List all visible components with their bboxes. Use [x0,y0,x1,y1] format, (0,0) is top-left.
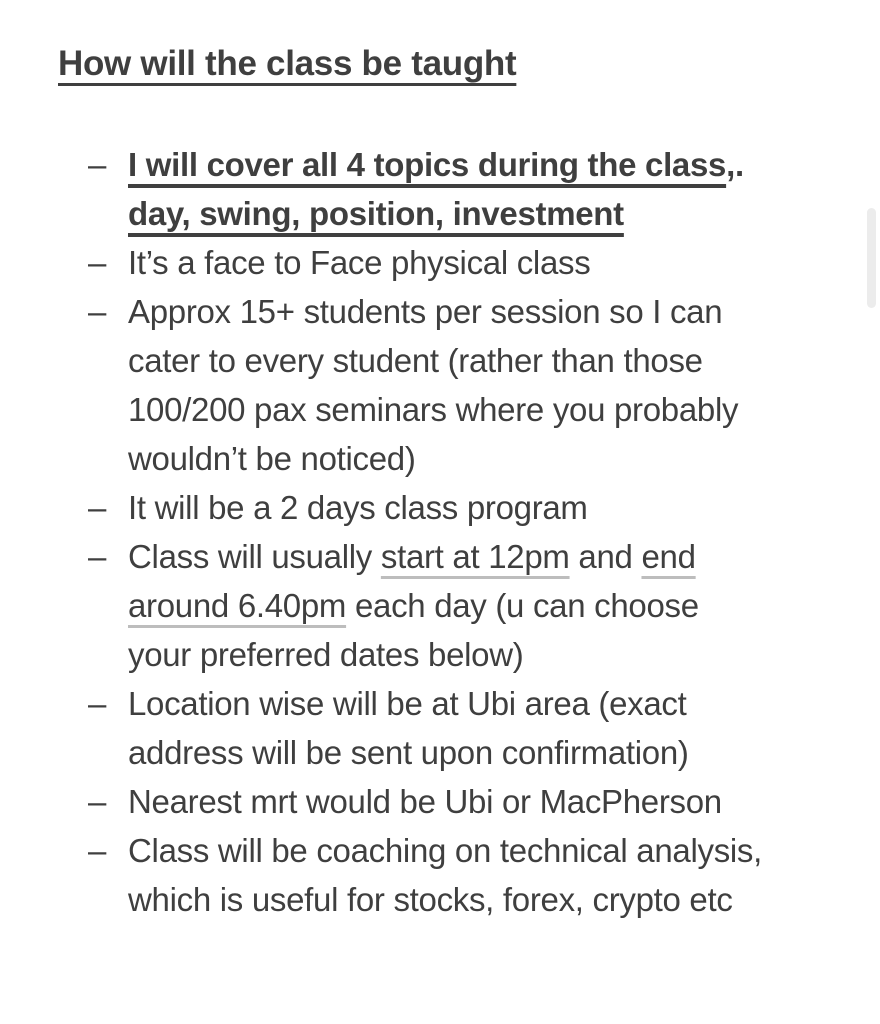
text-segment: end [641,538,696,575]
list-item-text [128,287,738,483]
text-line [128,777,722,826]
text-segment: and [569,538,642,575]
list-item-text [128,532,699,679]
text-segment: day, swing, position, investment [128,195,624,232]
list-item [0,532,880,679]
list-bullet: – [88,489,107,526]
list-item [0,777,880,826]
bullet-list [0,140,880,924]
list-item-text [128,679,689,777]
list-item-text [128,140,744,238]
text-line [128,238,590,287]
text-segment: Location wise will be at Ubi area (exact [128,685,687,722]
text-segment: wouldn’t be noticed) [128,440,416,477]
list-item-text [128,483,588,532]
page-title: How will the class be taught [58,44,517,83]
list-item [0,826,880,924]
list-bullet: – [88,685,107,722]
text-line [128,679,689,728]
text-segment: address will be sent upon confirmation) [128,734,689,771]
text-segment: Approx 15+ students per session so I can [128,293,723,330]
text-line [128,826,762,875]
list-bullet: – [88,244,107,281]
text-line [128,532,699,581]
list-item [0,287,880,483]
text-segment: It’s a face to Face physical class [128,244,591,281]
text-line [128,875,762,924]
list-bullet: – [88,832,107,869]
text-line [128,336,738,385]
text-segment: Class will usually [128,538,381,575]
text-line [128,483,588,532]
list-bullet: – [88,146,107,183]
list-item-text [128,777,722,826]
text-segment: It will be a 2 days class program [128,489,588,526]
list-bullet: – [88,783,107,820]
text-segment: each day (u can choose [346,587,699,624]
text-segment: I will cover all 4 topics during the class [128,146,727,183]
list-item-text [128,238,590,287]
text-segment: Nearest mrt would be Ubi or MacPherson [128,783,722,820]
text-segment: which is useful for stocks, forex, crypto etc [128,881,733,918]
list-item [0,679,880,777]
text-segment: around 6.40pm [128,587,347,624]
text-segment: cater to every student (rather than those [128,342,703,379]
list-item [0,140,880,238]
text-segment: Class will be coaching on technical analysis, [128,832,762,869]
text-line [128,434,738,483]
list-item [0,483,880,532]
text-line [128,287,738,336]
text-segment: start at 12pm [380,538,570,575]
text-segment: 100/200 pax seminars where you probably [128,391,739,428]
list-bullet: – [88,293,107,330]
text-line [128,140,744,189]
list-item-text [128,826,762,924]
text-line [128,728,689,777]
text-line [128,385,738,434]
text-segment: ,. [726,146,744,183]
text-line [128,189,744,238]
scrollbar-thumb[interactable] [867,208,876,308]
text-line [128,630,699,679]
text-line [128,581,699,630]
text-segment: your preferred dates below) [128,636,524,673]
list-item [0,238,880,287]
list-bullet: – [88,538,107,575]
